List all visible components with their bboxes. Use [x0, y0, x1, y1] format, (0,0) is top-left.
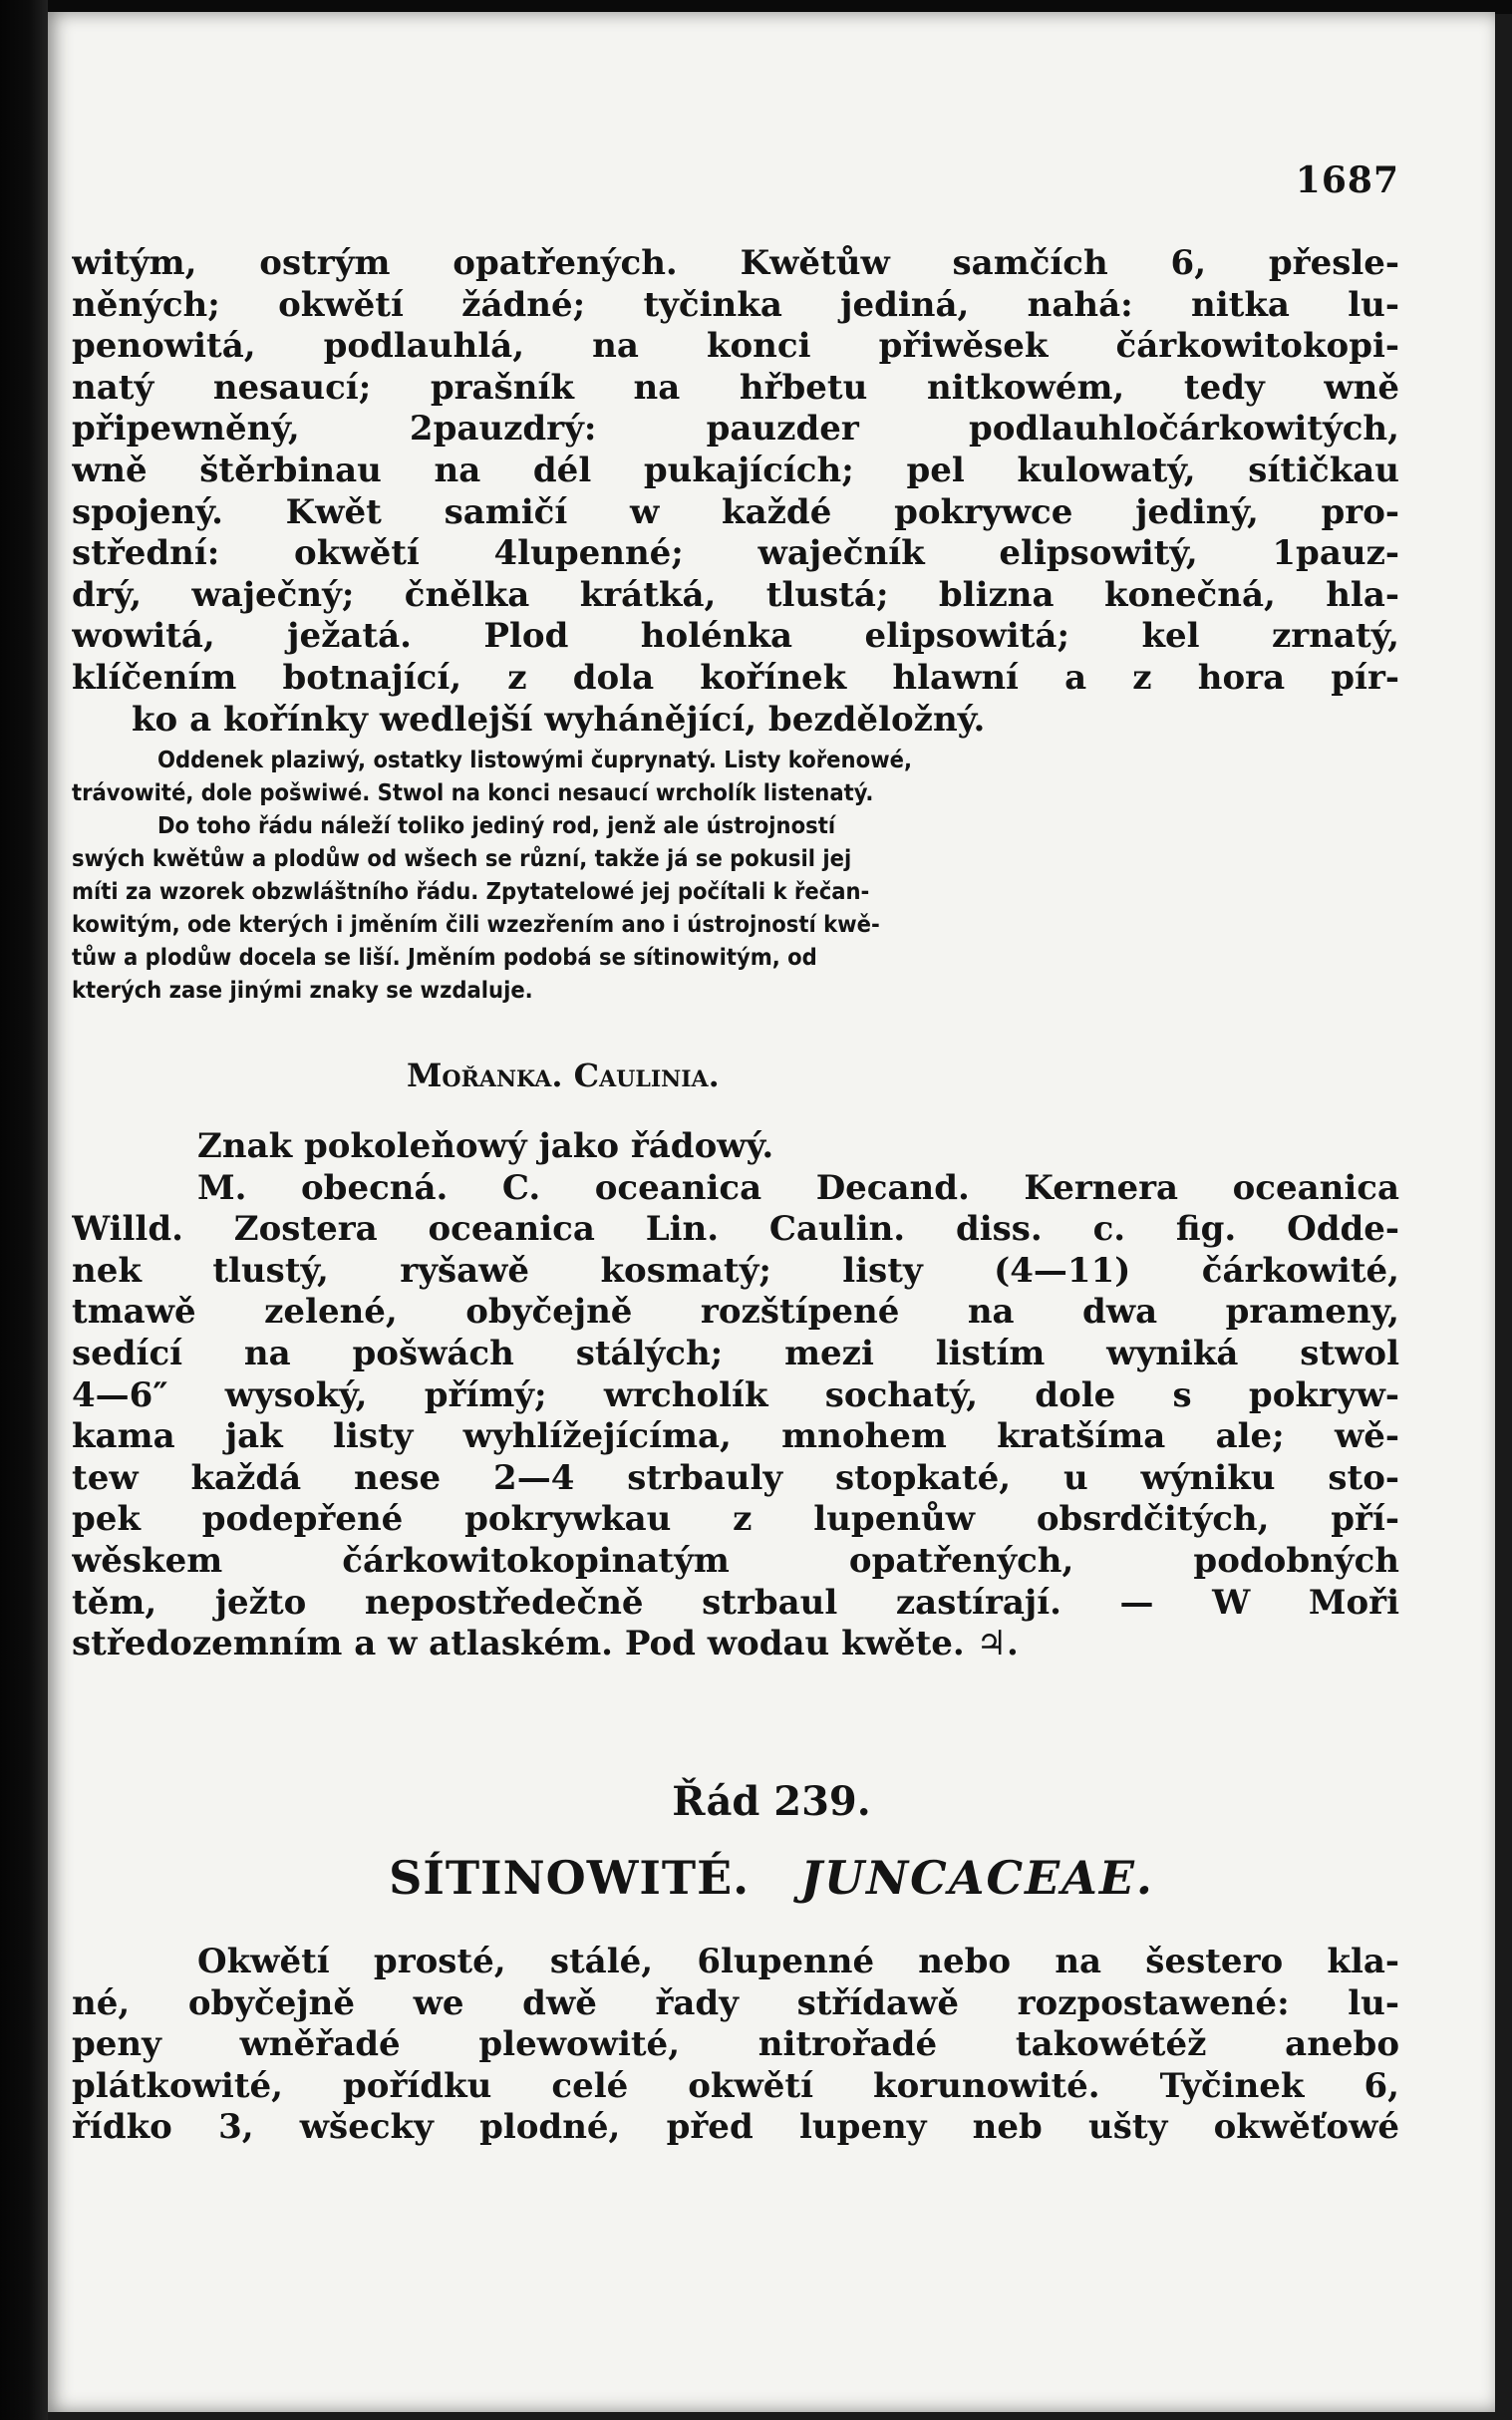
text-line: tew každá nese 2—4 strbauly stopkaté, u wýniku sto-	[72, 1457, 1399, 1498]
note-line: kowitým, ode kterých i jměním čili wzezřením ano i ústrojností kwě-	[72, 910, 880, 938]
small-print-note	[72, 744, 1399, 1007]
text-line: Willd. Zostera oceanica Lin. Caulin. diss. c. fig. Odde-	[72, 1209, 1399, 1250]
genus-heading: Mořanka. Caulinia.	[407, 1057, 720, 1094]
text-line: 4—6″ wysoký, přímý; wrcholík sochatý, dole s pokryw-	[72, 1374, 1399, 1415]
text-line: kama jak listy wyhlížejícíma, mnohem kratšíma ale; wě-	[72, 1416, 1399, 1457]
text-line: peny wněřadé plewowité, nitrořadé takowétéž anebo	[72, 2024, 1399, 2065]
note-line: Oddenek plaziwý, ostatky listowými čuprynatý. Listy kořenowé,	[157, 746, 913, 773]
note-line: kterých zase jinými znaky se wzdaluje.	[72, 976, 533, 1004]
order-heading: Řád 239.	[672, 1778, 871, 1825]
text-line: připewněný, 2pauzdrý: pauzder podlauhločárkowitých,	[72, 409, 1399, 450]
note-line: Do toho řádu náleží toliko jediný rod, jenž ale ústrojností	[157, 811, 836, 839]
text-line: wěskem čárkowitokopinatým opatřených, podobných	[72, 1540, 1399, 1581]
species-paragraph	[72, 1126, 1399, 1665]
family-name-czech: SÍTINOWITÉ.	[389, 1851, 751, 1905]
text-line: střední: okwětí 4lupenné; waječník elipsowitý, 1pauz-	[72, 533, 1399, 574]
text-line: těm, ježto nepostředečně strbaul zastírají. — W Moři	[72, 1582, 1399, 1623]
text-line: wowitá, ježatá. Plod holénka elipsowitá; kel zrnatý,	[72, 616, 1399, 657]
family-heading	[48, 1851, 1495, 1905]
text-line: pek podepřené pokrywkau z lupenůw obsrdčitých, pří-	[72, 1499, 1399, 1540]
scan-frame-left	[0, 0, 48, 2420]
note-line: míti za wzorek obzwláštního řádu. Zpytatelowé jej počítali k řečan-	[72, 877, 870, 905]
text-line: středozemním a w atlaském. Pod wodau kwěte. ♃.	[72, 1624, 1019, 1664]
text-line: plátkowité, pořídku celé okwětí korunowité. Tyčinek 6,	[72, 2065, 1399, 2106]
family-description-paragraph	[72, 1942, 1399, 2149]
text-line: něných; okwětí žádné; tyčinka jediná, nahá: nitka lu-	[72, 284, 1399, 325]
text-line: řídko 3, wšecky plodné, před lupeny neb ušty okwěťowé	[72, 2107, 1399, 2148]
text-line: M. obecná. C. oceanica Decand. Kernera oceanica	[197, 1167, 1399, 1208]
note-line: swých kwětůw a plodůw od wšech se různí, takže já se pokusil jej	[72, 844, 852, 872]
text-line: né, obyčejně we dwě řady střídawě rozpostawené: lu-	[72, 1982, 1399, 2023]
note-line: tůw a plodůw docela se liší. Jměním podobá se sítinowitým, od	[72, 943, 817, 971]
text-line: wně štěrbinau na dél pukajících; pel kulowatý, sítičkau	[72, 450, 1399, 490]
note-line: trávowité, dole pošwiwé. Stwol na konci nesaucí wrcholík listenatý.	[72, 778, 874, 806]
page-number: 1687	[1295, 159, 1399, 201]
text-line: witým, ostrým opatřených. Kwětůw samčích 6, přesle-	[72, 243, 1399, 283]
text-line: drý, waječný; čnělka krátká, tlustá; blizna konečná, hla-	[72, 574, 1399, 615]
text-line: spojený. Kwět samičí w každé pokrywce jediný, pro-	[72, 491, 1399, 532]
text-line: Znak pokoleňowý jako řádowý.	[197, 1126, 774, 1166]
text-line: sedící na pošwách stálých; mezi listím wyniká stwol	[72, 1333, 1399, 1373]
text-line: ko a kořínky wedlejší wyhánějící, bezděložný.	[132, 699, 986, 740]
text-line: Okwětí prosté, stálé, 6lupenné nebo na šestero kla-	[197, 1942, 1399, 1981]
text-line: nek tlustý, ryšawě kosmatý; listy (4—11) čárkowité,	[72, 1250, 1399, 1291]
text-line: klíčením botnající, z dola kořínek hlawní a z hora pír-	[72, 657, 1399, 698]
text-line: natý nesaucí; prašník na hřbetu nitkowém, tedy wně	[72, 367, 1399, 408]
family-name-latin: JUNCACEAE.	[800, 1851, 1154, 1905]
book-page	[48, 12, 1495, 2412]
description-paragraph	[72, 243, 1399, 741]
text-line: tmawě zelené, obyčejně rozštípené na dwa prameny,	[72, 1292, 1399, 1333]
text-line: penowitá, podlauhlá, na konci přiwěsek čárkowitokopi-	[72, 326, 1399, 367]
